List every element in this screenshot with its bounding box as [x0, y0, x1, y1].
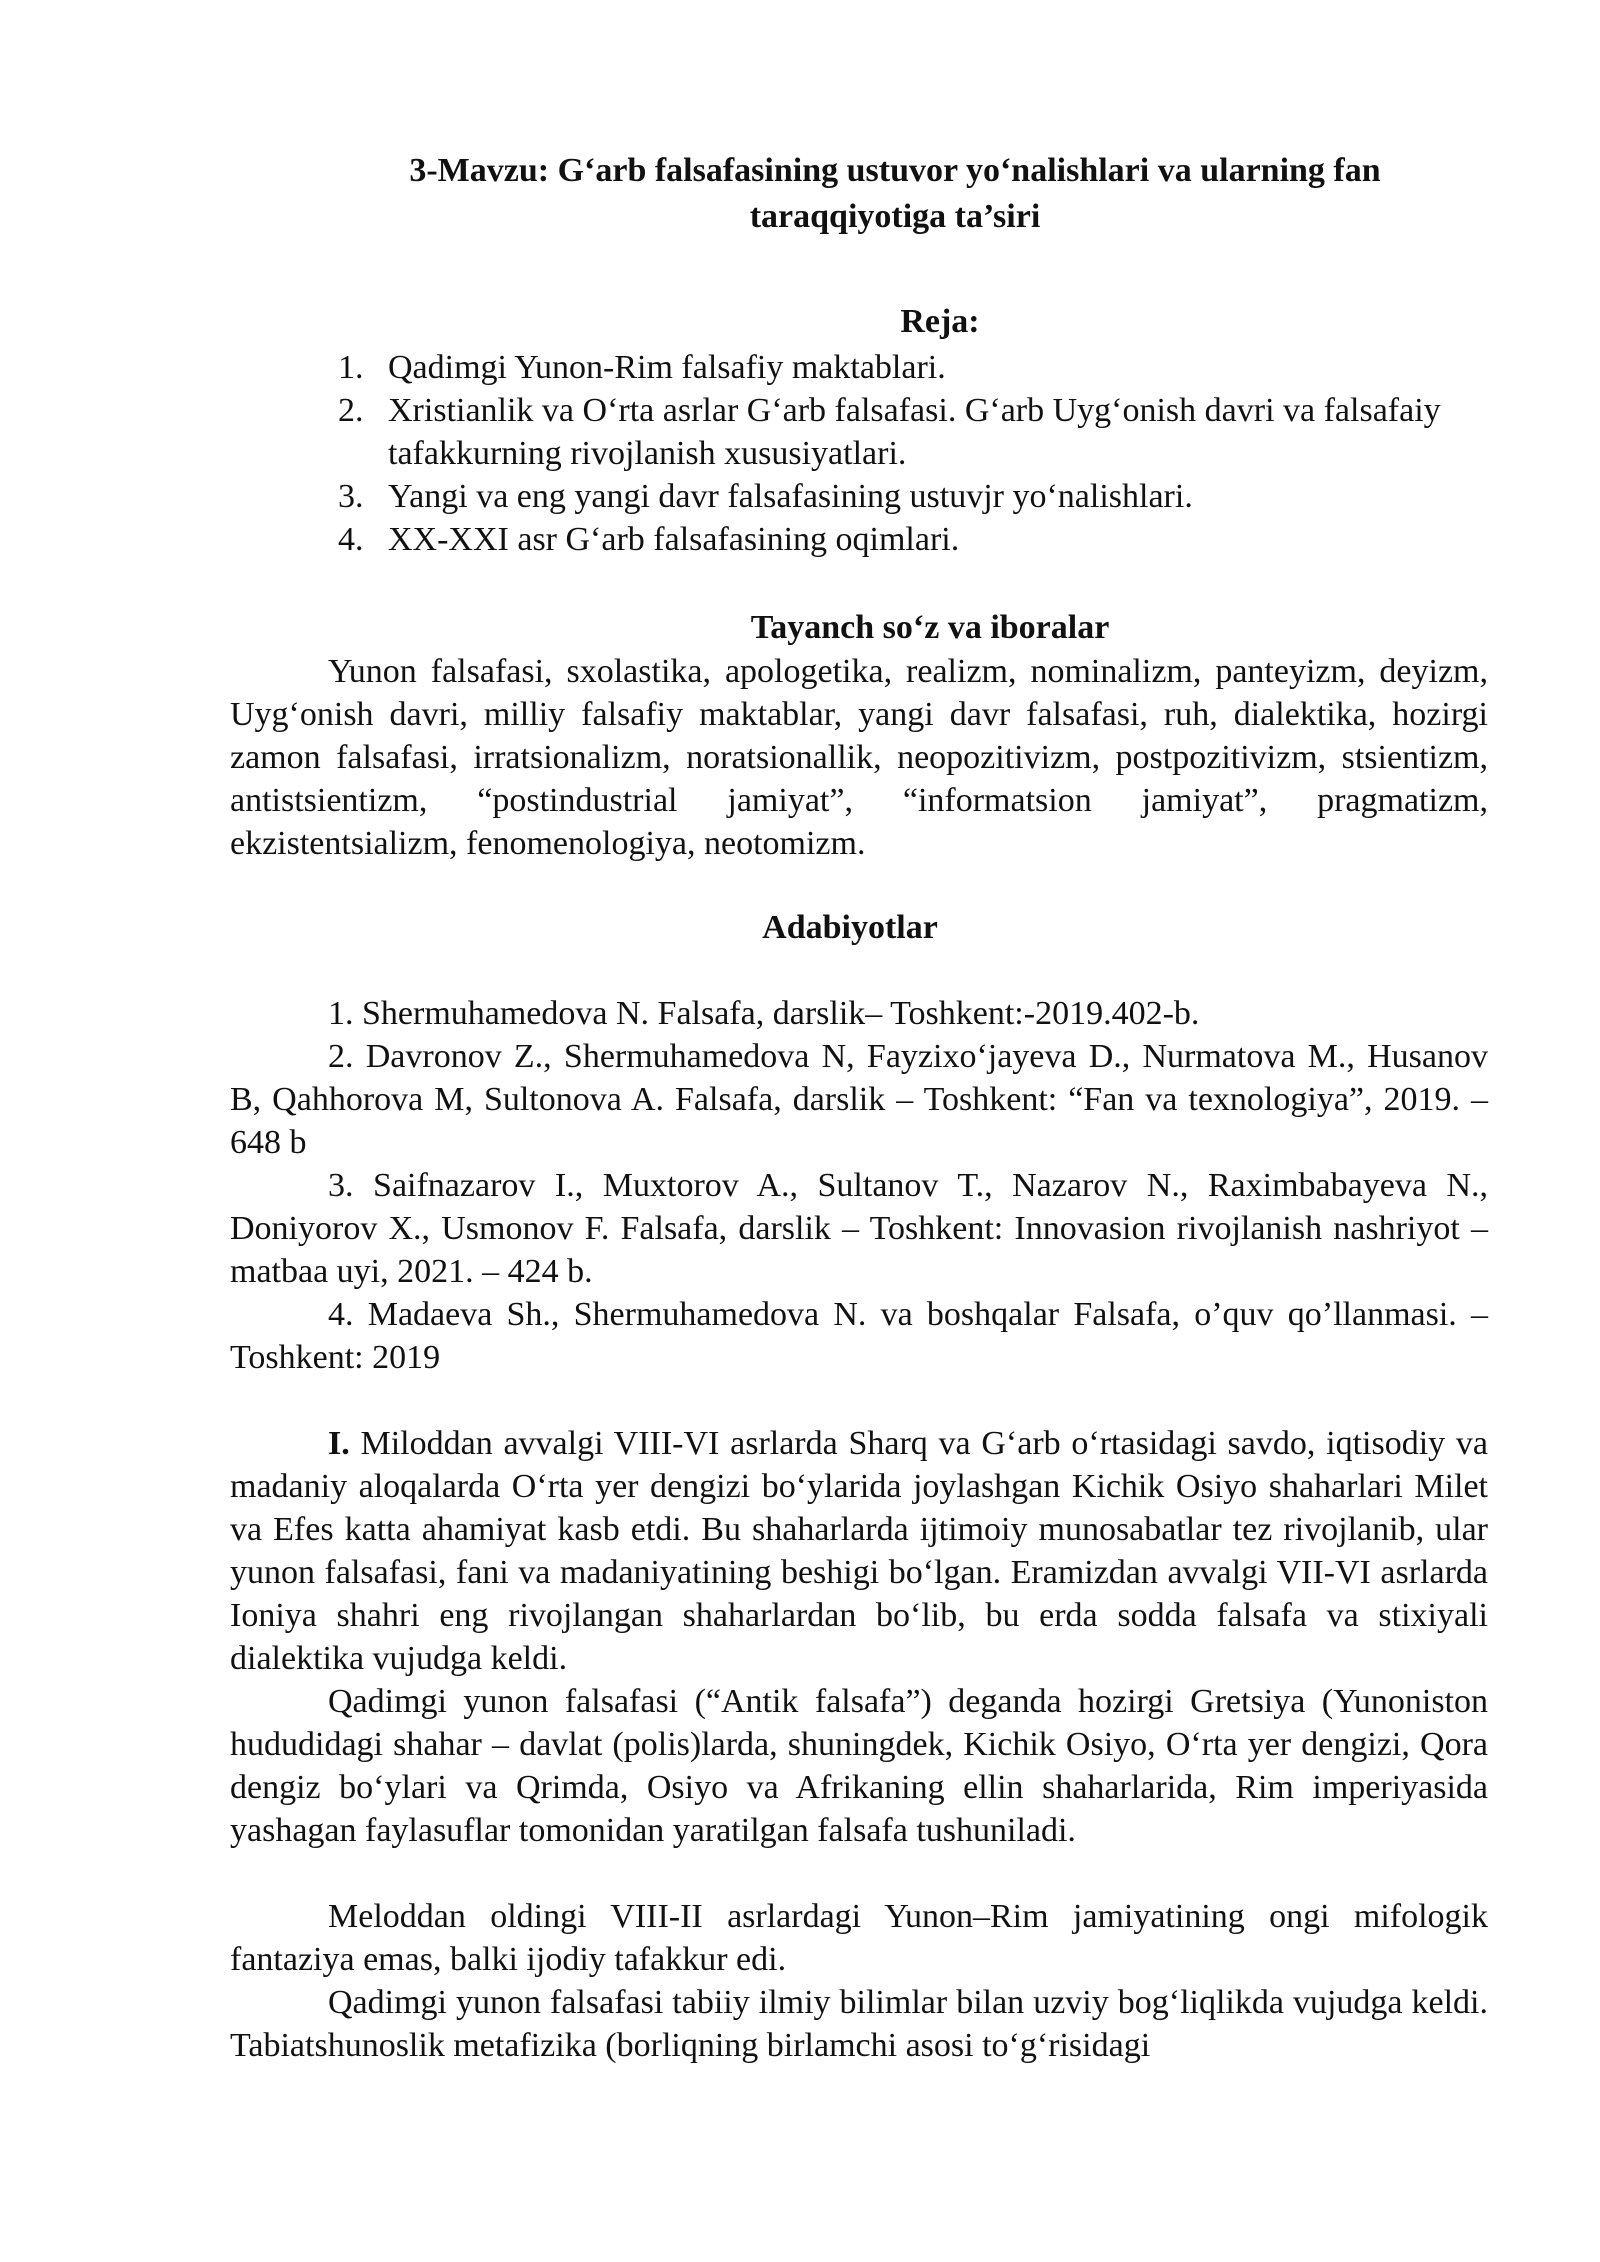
body-paragraph: Meloddan oldingi VIII-II asrlardagi Yunon–Rim jamiyatining ongi mifologik fantaziya emas, balki ijodiy tafakkur edi.	[230, 1898, 1488, 1978]
list-item-number: 4.	[338, 521, 364, 558]
list-item-number: 1.	[338, 349, 364, 386]
plan-list	[338, 346, 1468, 561]
references-heading: Adabiyotlar	[762, 909, 938, 946]
reference-item: 2. Davronov Z., Shermuhamedova N, Fayzixo‘jayeva D., Nurmatova M., Husanov B, Qahhorova M, Sultonova A. Falsafa, darslik – Toshkent: “Fan va texnologiya”, 2019. – 648 b	[230, 1038, 1488, 1161]
list-item-number: 3.	[338, 478, 364, 515]
plan-heading: Reja:	[900, 303, 980, 340]
body-paragraph: Qadimgi yunon falsafasi tabiiy ilmiy bilimlar bilan uzviy bog‘liqlikda vujudga keldi. Tabiatshunoslik metafizika (borliqning birlamchi asosi to‘g‘risidagi	[230, 1984, 1488, 2064]
list-item-text: Yangi va eng yangi davr falsafasining ustuvjr yo‘nalishlari.	[388, 478, 1193, 515]
title-line-1: 3-Mavzu: G‘arb falsafasining ustuvor yo‘nalishlari va ularning fan	[409, 152, 1381, 189]
list-item	[338, 475, 1468, 518]
reference-item: 1. Shermuhamedova N. Falsafa, darslik– Toshkent:-2019.402-b.	[328, 995, 1200, 1032]
body-paragraph-text: Miloddan avvalgi VIII-VI asrlarda Sharq va G‘arb o‘rtasidagi savdo, iqtisodiy va madaniy aloqalarda O‘rta yer dengizi bo‘ylarida joylashgan Kichik Osiyo shaharlari Milet va Efes katta ahamiyat kasb etdi. Bu shaharlarda ijtimoiy munosabatlar tez rivojlanib, ular yunon falsafasi, fani va madaniyatining beshigi bo‘lgan. Eramizdan avvalgi VII-VI asrlarda Ioniya shahri eng rivojlangan shaharlardan bo‘lib, bu erda sodda falsafa va stixiyali dialektika vujudga keldi.	[230, 1425, 1488, 1677]
keywords-heading: Tayanch so‘z va iboralar	[750, 609, 1110, 646]
page-title	[350, 148, 1440, 240]
reference-item: 3. Saifnazarov I., Muxtorov A., Sultanov T., Nazarov N., Raximbabayeva N., Doniyorov X., Usmonov F. Falsafa, darslik – Toshkent: Innovasion rivojlanish nashriyot –matbaa uyi, 2021. – 424 b.	[230, 1167, 1488, 1290]
list-item-text: Xristianlik va O‘rta asrlar G‘arb falsafasi. G‘arb Uyg‘onish davri va falsafaiy tafakkurning rivojlanish xususiyatlari.	[388, 392, 1441, 472]
body-paragraph	[230, 1422, 1488, 1680]
list-item-text: Qadimgi Yunon-Rim falsafiy maktablari.	[388, 349, 946, 386]
reference-item: 4. Madaeva Sh., Shermuhamedova N. va boshqalar Falsafa, o’quv qo’llanmasi. –Toshkent: 2019	[230, 1296, 1488, 1376]
list-item	[338, 346, 1468, 389]
list-item	[338, 389, 1468, 475]
list-item-number: 2.	[338, 392, 364, 429]
keywords-paragraph: Yunon falsafasi, sxolastika, apologetika, realizm, nominalizm, panteyizm, deyizm, Uyg‘onish davri, milliy falsafiy maktablar, yangi davr falsafasi, ruh, dialektika, hozirgi zamon falsafasi, irratsionalizm, noratsionallik, neopozitivizm, postpozitivizm, stsientizm, antistsientizm, “postindustrial jamiyat”, “informatsion jamiyat”, pragmatizm, ekzistentsializm, fenomenologiya, neotomizm.	[230, 653, 1488, 862]
section-marker: I.	[328, 1425, 350, 1462]
list-item-text: XX-XXI asr G‘arb falsafasining oqimlari.	[388, 521, 960, 558]
title-line-2: taraqqiyotiga ta’siri	[749, 198, 1041, 235]
list-item	[338, 518, 1468, 561]
body-paragraph: Qadimgi yunon falsafasi (“Antik falsafa”) deganda hozirgi Gretsiya (Yunoniston hududidagi shahar – davlat (polis)larda, shuningdek, Kichik Osiyo, O‘rta yer dengizi, Qora dengiz bo‘ylari va Qrimda, Osiyo va Afrikaning ellin shaharlarida, Rim imperiyasida yashagan faylasuflar tomonidan yaratilgan falsafa tushuniladi.	[230, 1683, 1488, 1849]
